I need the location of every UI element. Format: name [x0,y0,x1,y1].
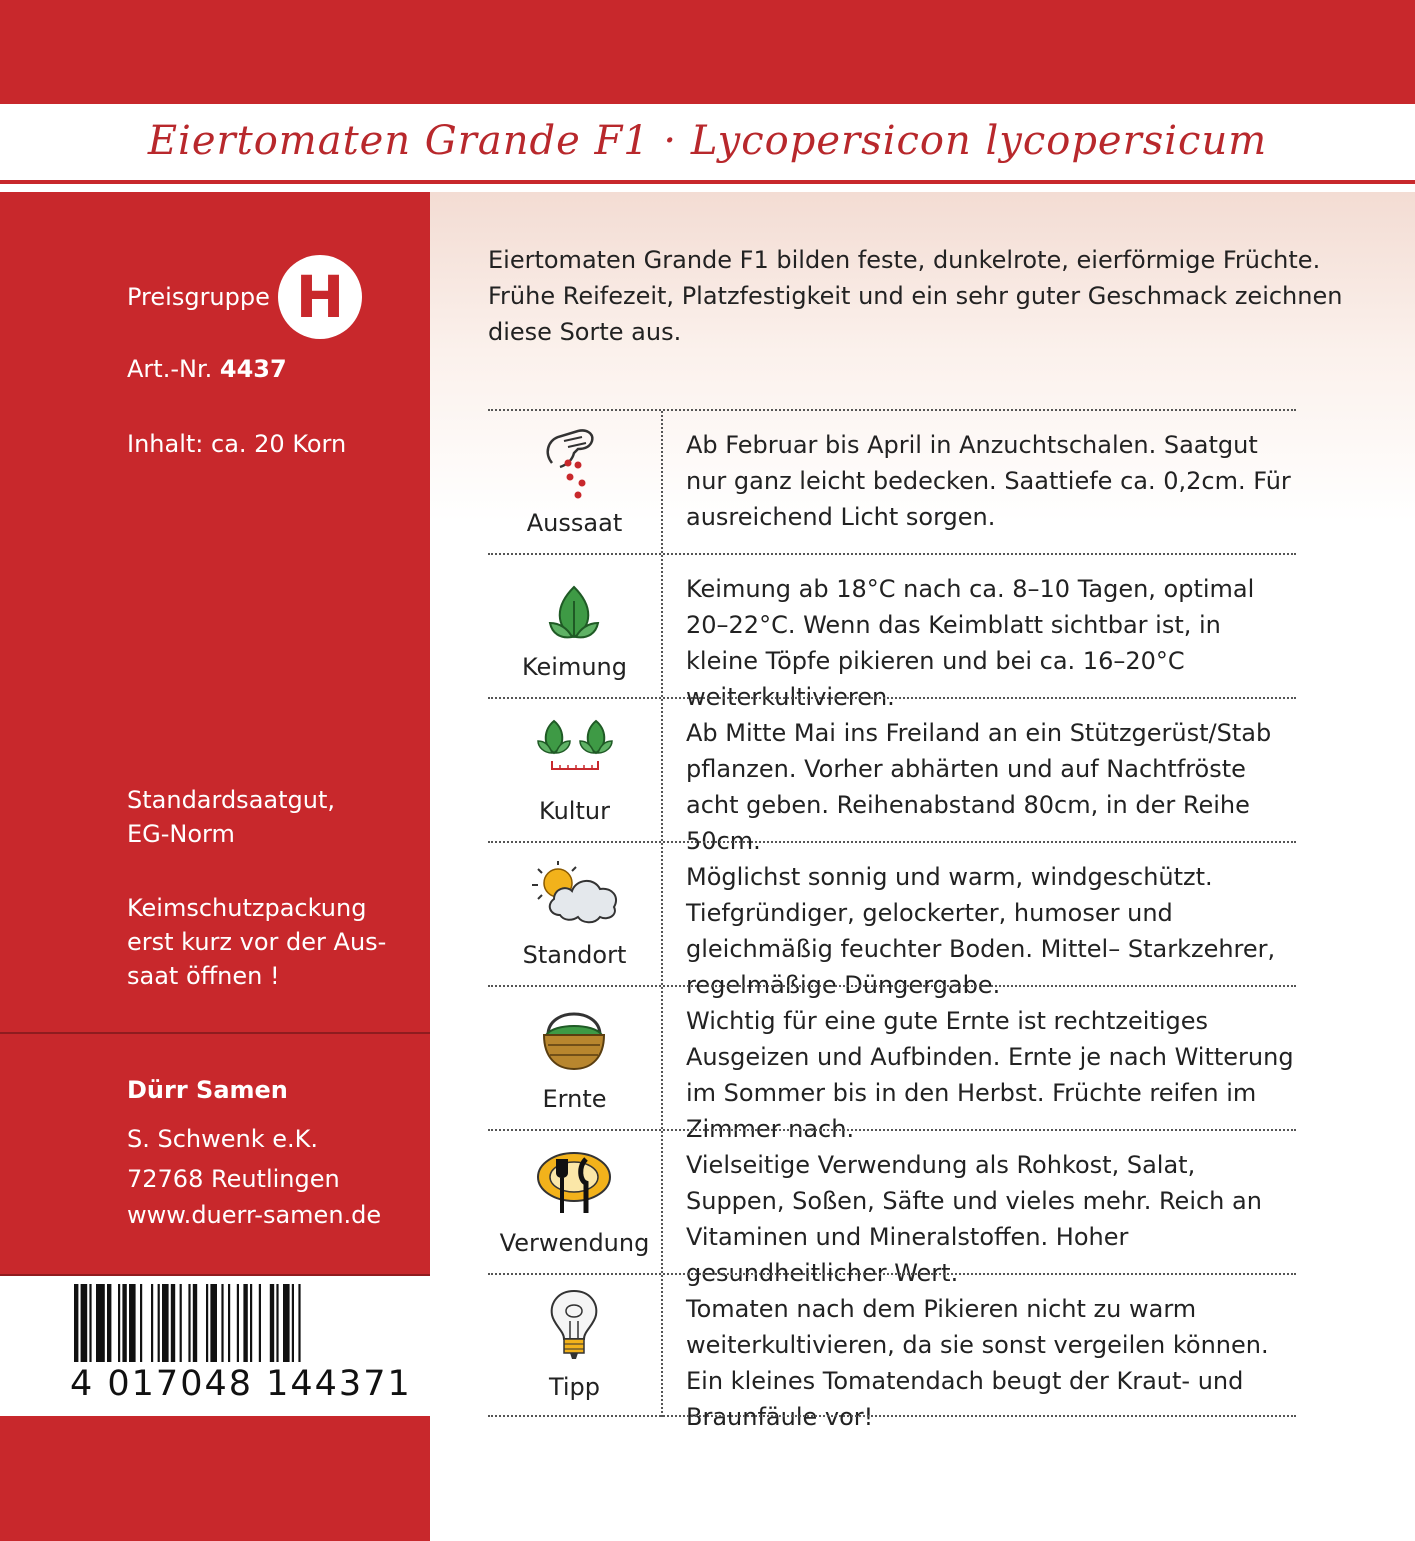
price-group-badge: H [278,255,362,339]
content-info: Inhalt: ca. 20 Korn [127,430,347,458]
barcode-area [0,1276,430,1416]
article-number [127,352,287,386]
plate-cutlery-icon [534,1143,614,1219]
row-label: Kultur [539,797,610,825]
table-row [488,553,1296,711]
sun-cloud-icon [514,855,634,931]
standard-seed-line1: Standardsaatgut, [127,786,335,814]
barcode-bars [74,1284,424,1364]
row-text: Möglichst sonnig und warm, windgeschützt. Tiefgründiger, gelockerter, humoser und gleichmäßig feuchter Boden. Mittel– Starkzehrer, regelmäßige Düngergabe. [686,863,1276,999]
standard-seed-line2: EG-Norm [127,820,235,848]
company-website[interactable]: www.duerr-samen.de [127,1201,382,1229]
row-label: Keimung [521,653,627,681]
row-text: Keimung ab 18°C nach ca. 8–10 Tagen, optimal 20–22°C. Wenn das Keimblatt sichtbar ist, in kleine Töpfe pikieren und bei ca. 16–20°C weiterkultivieren. [686,575,1255,711]
row-label: Ernte [542,1085,607,1113]
table-row [488,409,1296,553]
row-label: Standort [522,941,627,969]
article-label: Art.-Nr. [127,355,213,383]
article-value: 4437 [219,355,287,383]
barcode-number: 4 017048 144371 [70,1364,412,1404]
sidebar-divider [0,1032,430,1034]
row-text: Ab Mitte Mai ins Freiland an ein Stützgerüst/Stab pflanzen. Vorher abhärten und auf Nachtfröste acht geben. Reihenabstand 80cm, in der Reihe 50cm. [686,719,1272,855]
company-owner: S. Schwenk e.K. [127,1125,319,1153]
company-city: 72768 Reutlingen [127,1165,340,1193]
row-label: Aussaat [526,509,623,537]
table-row [488,985,1296,1143]
table-row [488,1273,1296,1431]
top-red-band [0,0,1415,104]
sowing-hand-icon [534,423,614,499]
plant-spacing-icon [524,711,624,787]
seedling-icon [534,567,614,643]
table-row [488,1129,1296,1287]
row-text: Ab Februar bis April in Anzuchtschalen. Saatgut nur ganz leicht bedecken. Saattiefe ca. 0,2cm. Für ausreichend Licht sorgen. [686,431,1291,531]
protect-note-line3: saat öffnen ! [127,962,280,990]
row-text: Tomaten nach dem Pikieren nicht zu warm weiterkultivieren, da sie sonst vergeilen können. Ein kleines Tomatendach beugt der Kraut- und Braunfäule vor! [686,1295,1269,1431]
page-title: Eiertomaten Grande F1 · Lycopersicon lycopersicum [147,118,1268,164]
row-label: Verwendung [499,1229,650,1257]
table-row [488,697,1296,855]
price-group-label: Preisgruppe [127,283,270,311]
harvest-basket-icon [534,999,614,1075]
title-underline [0,180,1415,184]
protect-note-line1: Keimschutzpackung [127,894,367,922]
light-bulb-icon [534,1287,614,1363]
table-bottom-border [488,1415,1296,1417]
protect-note-line2: erst kurz vor der Aus- [127,928,387,956]
row-label: Tipp [548,1373,601,1401]
table-row [488,841,1296,999]
intro-text: Eiertomaten Grande F1 bilden feste, dunkelrote, eierförmige Früchte. Frühe Reifezeit, Platzfestigkeit und ein sehr guter Geschmack zeichnen diese Sorte aus. [488,246,1343,346]
company-name: Dürr Samen [127,1076,288,1104]
row-text: Wichtig für eine gute Ernte ist rechtzeitiges Ausgeizen und Aufbinden. Ernte je nach Witterung im Sommer bis in den Herbst. Früchte reifen im Zimmer nach. [686,1007,1294,1143]
row-text: Vielseitige Verwendung als Rohkost, Salat, Suppen, Soßen, Säfte und vieles mehr. Reich an Vitaminen und Mineralstoffen. Hoher gesundheitlicher Wert. [686,1151,1262,1287]
